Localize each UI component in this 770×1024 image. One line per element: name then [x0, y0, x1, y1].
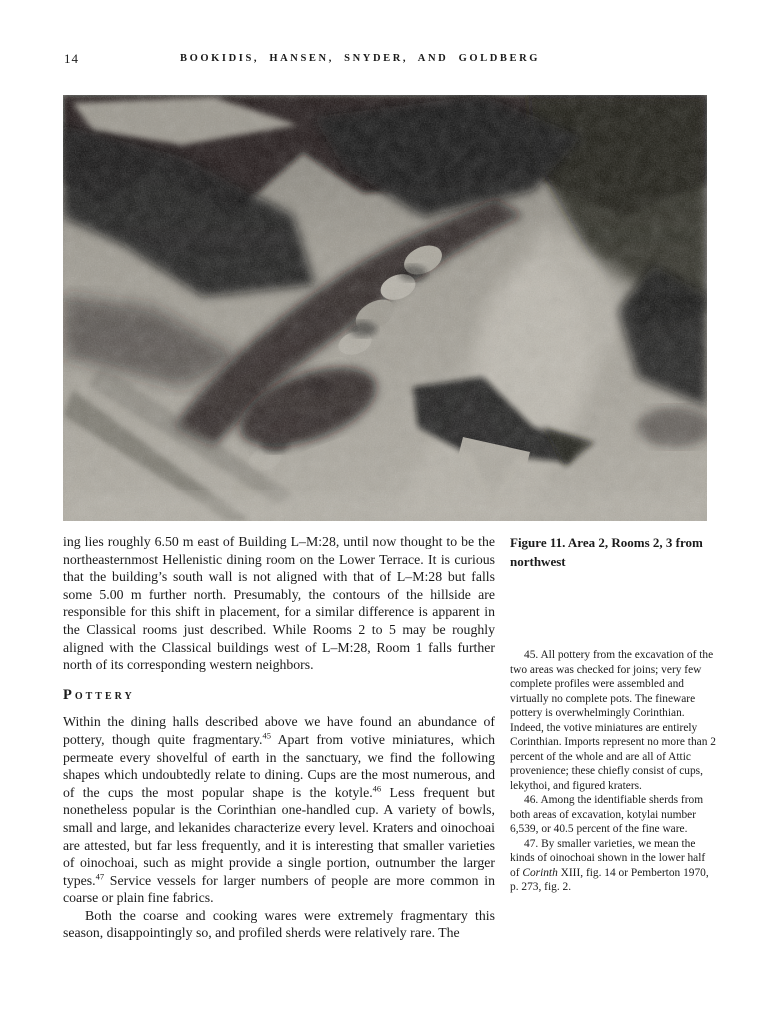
photo-terrain: [63, 95, 707, 521]
running-head: BOOKIDIS, HANSEN, SNYDER, AND GOLDBERG: [180, 53, 541, 64]
footnote-45: 45. All pottery from the excavation of the two areas was checked for joins; very few complete profiles were assembled and virtually no complete pots. The fineware pottery is overwhelmingly Corinthian. Indeed, the votive miniatures are entirely Corinthian. Imports represent no more than 2 percent of the whole and are all of Attic provenience; these chiefly consist of cups, lekythoi, and figured kraters.: [510, 649, 716, 792]
footnote-47: 47. By smaller varieties, we mean the kinds of oinochoai shown in the lower half of Corinth XIII, fig. 14 or Pemberton 1970, p. 273, fig. 2.: [510, 837, 709, 893]
paragraph-pottery-overview: Within the dining halls described above we have found an abundance of pottery, though quite fragmentary.$^{45}$ Apart from votive miniatures, which permeate every shovelful of earth in the sanctuary, we find the following shapes which undoubtedly relate to dining. Cups are the most numerous, and of the cups the most popular shape is the kotyle.$^{46}$ Less frequent but nonetheless popular is the Corinthian one-handled cup. A variety of bowls, small and large, and lekanides characterize every level. Kraters and oinochoai are attested, but far less frequently, and it is interesting that smaller varieties of oinochoai, such as might provide a single portion, outnumber the larger types.$^{47}$ Service vessels for larger numbers of people are more common in coarse or plain fine fabrics.: [63, 714, 496, 906]
footnotes-column: [510, 648, 717, 895]
section-heading-pottery: Pottery: [63, 686, 135, 703]
paragraph-coarse-wares: Both the coarse and cooking wares were extremely fragmentary this season, disappointingly so, and profiled sherds were relatively rare. The: [63, 907, 495, 941]
excavation-photo-image: [63, 95, 707, 521]
footnote-46: 46. Among the identifiable sherds from both areas of excavation, kotylai number 6,539, or 40.5 percent of the fine ware.: [510, 794, 704, 835]
body-text-column: [63, 533, 495, 942]
page-number: 14: [64, 51, 79, 66]
figure-caption: Figure 11. Area 2, Rooms 2, 3 from northwest: [510, 535, 703, 569]
excavation-photo: [63, 95, 707, 521]
paragraph-building-continuation: ing lies roughly 6.50 m east of Building L–M:28, until now thought to be the northeasternmost Hellenistic dining room on the Lower Terrace. It is curious that the building’s south wall is not aligned with that of L–M:28 but falls some 5.00 m further north. Presumably, the contours of the hillside are responsible for this shift in placement, for a similar difference is apparent in the Classical rooms just described. While Rooms 2 to 5 may be roughly aligned with the Classical buildings west of L–M:28, Room 1 falls further north of its corresponding western neighbors.: [63, 534, 495, 673]
